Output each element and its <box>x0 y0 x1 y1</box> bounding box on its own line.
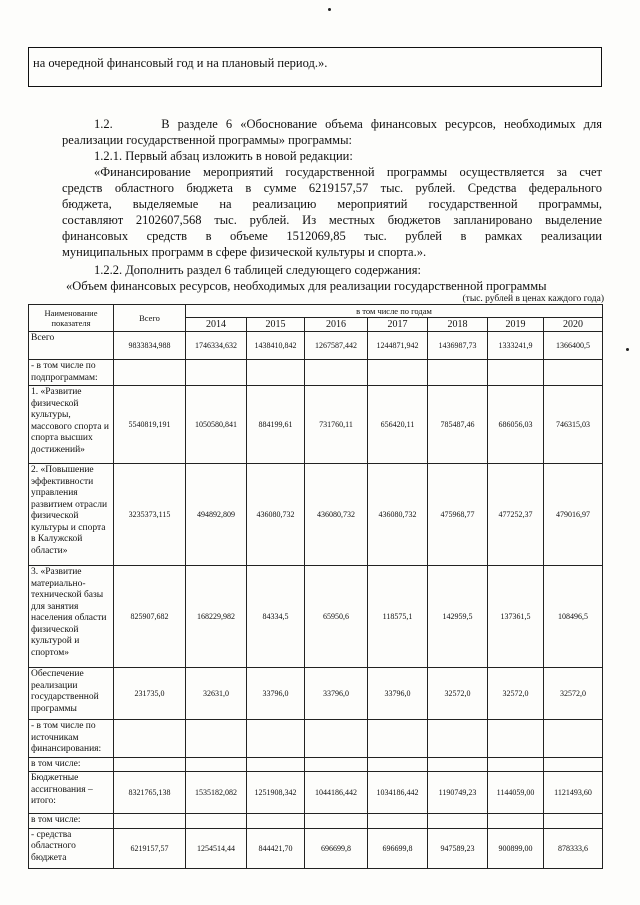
row-year-cell: 1267587,442 <box>305 332 368 360</box>
row-total-cell: 825907,682 <box>114 566 186 668</box>
table-row <box>29 386 603 464</box>
row-year-cell <box>186 360 247 386</box>
row-year-cell: 168229,982 <box>186 566 247 668</box>
row-label: 1. «Развитие физической культуры, массового спорта и спорта высших достижений» <box>29 386 114 464</box>
paragraph-text: В разделе 6 «Обоснование объема финансовых ресурсов, необходимых для <box>161 117 603 131</box>
row-year-cell: 137361,5 <box>488 566 544 668</box>
table-row <box>29 360 603 386</box>
row-year-cell <box>428 720 488 758</box>
row-total-cell: 5540819,191 <box>114 386 186 464</box>
row-year-cell <box>544 814 603 829</box>
row-label: - в том числе по подпрограммам: <box>29 360 114 386</box>
row-year-cell: 32572,0 <box>428 668 488 720</box>
row-year-cell <box>368 720 428 758</box>
row-label: Обеспечение реализации государственной программы <box>29 668 114 720</box>
scan-dot-mark <box>328 8 331 11</box>
row-label: - средства областного бюджета <box>29 828 114 868</box>
row-year-cell: 33796,0 <box>368 668 428 720</box>
table-row <box>29 464 603 566</box>
row-year-cell: 1034186,442 <box>368 772 428 814</box>
continuation-box <box>28 47 602 87</box>
row-year-cell: 1190749,23 <box>428 772 488 814</box>
row-year-cell: 1050580,841 <box>186 386 247 464</box>
header-year: 2018 <box>428 318 488 332</box>
row-year-cell: 108496,5 <box>544 566 603 668</box>
row-year-cell: 1254514,44 <box>186 828 247 868</box>
table-title: «Объем финансовых ресурсов, необходимых для реализации государственной программы <box>66 279 547 293</box>
financing-table <box>28 304 603 869</box>
row-year-cell <box>247 814 305 829</box>
row-total-cell <box>114 757 186 772</box>
row-year-cell <box>428 757 488 772</box>
row-year-cell <box>305 757 368 772</box>
header-year: 2016 <box>305 318 368 332</box>
row-year-cell: 436080,732 <box>368 464 428 566</box>
financing-line-3: бюджета, выделяемые на реализацию мероприятий государственной программы, <box>62 197 602 211</box>
row-label: Всего <box>29 332 114 360</box>
table-row <box>29 332 603 360</box>
table-row <box>29 814 603 829</box>
row-year-cell: 731760,11 <box>305 386 368 464</box>
financing-line-4: составляют 2102607,568 тыс. рублей. Из местных бюджетов запланировано выделение <box>62 213 602 227</box>
row-year-cell: 1144059,00 <box>488 772 544 814</box>
row-total-cell: 231735,0 <box>114 668 186 720</box>
table-row <box>29 720 603 758</box>
row-label: Бюджетные ассигнования – итого: <box>29 772 114 814</box>
row-year-cell <box>186 757 247 772</box>
row-year-cell: 785487,46 <box>428 386 488 464</box>
row-year-cell <box>428 360 488 386</box>
row-total-cell <box>114 360 186 386</box>
row-year-cell <box>305 814 368 829</box>
row-year-cell: 696699,8 <box>305 828 368 868</box>
row-year-cell: 1333241,9 <box>488 332 544 360</box>
header-year: 2019 <box>488 318 544 332</box>
row-year-cell <box>544 757 603 772</box>
table-header-row-1 <box>29 305 603 318</box>
row-year-cell: 142959,5 <box>428 566 488 668</box>
row-year-cell <box>368 757 428 772</box>
row-year-cell: 1251908,342 <box>247 772 305 814</box>
continuation-text: на очередной финансовый год и на плановый период.». <box>33 56 328 70</box>
row-year-cell <box>305 720 368 758</box>
row-year-cell: 1366400,5 <box>544 332 603 360</box>
row-year-cell: 118575,1 <box>368 566 428 668</box>
row-label: в том числе: <box>29 757 114 772</box>
financing-line-2: средств областного бюджета в сумме 6219157,57 тыс. рублей. Средства федерального <box>62 181 602 195</box>
row-total-cell: 9833834,988 <box>114 332 186 360</box>
row-year-cell: 656420,11 <box>368 386 428 464</box>
table-body <box>29 332 603 869</box>
paragraph-1-2-line-2: реализации государственной программы» программы: <box>62 133 352 147</box>
table-row <box>29 757 603 772</box>
financing-line-6: муниципальных программ в сфере физической культуры и спорта.». <box>62 245 427 259</box>
row-year-cell <box>368 814 428 829</box>
row-year-cell <box>305 360 368 386</box>
row-label: в том числе: <box>29 814 114 829</box>
table-row <box>29 668 603 720</box>
row-total-cell: 3235373,115 <box>114 464 186 566</box>
row-year-cell: 947589,23 <box>428 828 488 868</box>
row-year-cell <box>186 814 247 829</box>
header-name: Наименование показателя <box>29 305 114 332</box>
table-row <box>29 566 603 668</box>
row-year-cell: 475968,77 <box>428 464 488 566</box>
header-year: 2017 <box>368 318 428 332</box>
row-year-cell: 479016,97 <box>544 464 603 566</box>
row-year-cell: 844421,70 <box>247 828 305 868</box>
paragraph-1-2-1: 1.2.1. Первый абзац изложить в новой редакции: <box>94 149 353 163</box>
row-year-cell <box>488 720 544 758</box>
row-year-cell <box>544 720 603 758</box>
row-total-cell: 6219157,57 <box>114 828 186 868</box>
row-year-cell: 1746334,632 <box>186 332 247 360</box>
row-year-cell <box>428 814 488 829</box>
row-year-cell: 1044186,442 <box>305 772 368 814</box>
scan-dot-mark-right <box>626 348 629 351</box>
paragraph-1-2-line-1 <box>62 116 602 132</box>
header-year: 2014 <box>186 318 247 332</box>
row-year-cell <box>247 720 305 758</box>
row-year-cell <box>368 360 428 386</box>
row-year-cell: 1121493,60 <box>544 772 603 814</box>
row-year-cell <box>247 360 305 386</box>
row-year-cell <box>544 360 603 386</box>
paragraph-number: 1.2. <box>94 117 113 131</box>
header-total: Всего <box>114 305 186 332</box>
row-year-cell <box>488 814 544 829</box>
row-year-cell: 84334,5 <box>247 566 305 668</box>
paragraph-1-2 <box>62 116 602 148</box>
header-year: 2015 <box>247 318 305 332</box>
row-year-cell: 696699,8 <box>368 828 428 868</box>
row-year-cell: 32572,0 <box>544 668 603 720</box>
row-year-cell: 878333,6 <box>544 828 603 868</box>
header-years-group: в том числе по годам <box>186 305 603 318</box>
row-year-cell <box>186 720 247 758</box>
table-row <box>29 828 603 868</box>
row-year-cell: 884199,61 <box>247 386 305 464</box>
row-year-cell <box>247 757 305 772</box>
row-year-cell: 746315,03 <box>544 386 603 464</box>
row-year-cell: 477252,37 <box>488 464 544 566</box>
row-label: - в том числе по источникам финансирования: <box>29 720 114 758</box>
paragraph-1-2-2: 1.2.2. Дополнить раздел 6 таблицей следующего содержания: <box>94 263 421 277</box>
row-year-cell: 1535182,082 <box>186 772 247 814</box>
row-year-cell: 1244871,942 <box>368 332 428 360</box>
row-year-cell: 33796,0 <box>305 668 368 720</box>
row-label: 3. «Развитие материально-технической базы для занятия населения области физической культурой и спортом» <box>29 566 114 668</box>
row-year-cell: 436080,732 <box>247 464 305 566</box>
row-label: 2. «Повышение эффективности управления развитием отрасли физической культуры и спорта в Калужской области» <box>29 464 114 566</box>
row-total-cell <box>114 720 186 758</box>
row-total-cell: 8321765,138 <box>114 772 186 814</box>
row-year-cell: 32631,0 <box>186 668 247 720</box>
units-note: (тыс. рублей в ценах каждого года) <box>462 294 604 304</box>
row-year-cell: 900899,00 <box>488 828 544 868</box>
header-year: 2020 <box>544 318 603 332</box>
row-year-cell: 65950,6 <box>305 566 368 668</box>
row-year-cell: 1438410,842 <box>247 332 305 360</box>
row-year-cell: 1436987,73 <box>428 332 488 360</box>
row-year-cell: 436080,732 <box>305 464 368 566</box>
financing-line-1: «Финансирование мероприятий государственной программы осуществляется за счет <box>94 165 602 179</box>
row-year-cell: 33796,0 <box>247 668 305 720</box>
row-year-cell <box>488 360 544 386</box>
financing-line-5: финансовых средств в объеме 1512069,85 тыс. рублей в рамках реализации <box>62 229 602 243</box>
row-year-cell <box>488 757 544 772</box>
row-year-cell: 32572,0 <box>488 668 544 720</box>
financing-paragraph <box>62 164 602 260</box>
table-row <box>29 772 603 814</box>
row-total-cell <box>114 814 186 829</box>
row-year-cell: 686056,03 <box>488 386 544 464</box>
row-year-cell: 494892,809 <box>186 464 247 566</box>
